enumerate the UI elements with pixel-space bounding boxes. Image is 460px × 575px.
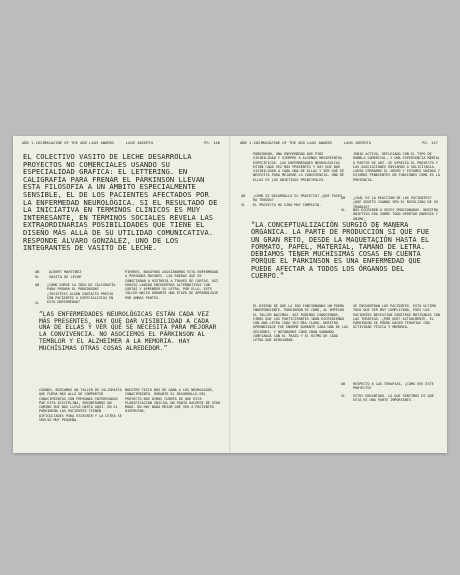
question-text: RESPECTO A LAS TERAPIAS, ¿CÓMO VES ESTE PROYECTO? [353,382,434,391]
answer-2 [241,203,345,211]
answer-4 [341,394,441,450]
credit-value: VASITO DE LECHE [49,274,82,279]
page-number: PG. 147 [422,141,438,145]
credit-row [35,275,125,280]
question-1 [35,283,119,303]
answer-tag: VL [241,203,246,207]
left-page [13,136,229,453]
pull-quote-right: “LA CONCEPTUALIZACIÓN SURGIÓ DE MANERA ORGÁNICA. LA PARTE DE PRODUCCIÓN SÍ QUE FUE UN GRAN RETO, DESDE LA MAQUETACIÓN HASTA EL FORMATO, PAPEL, MATERIAL, TAMAÑO DE LETRA. DEBÍAMOS TENER MUCHÍSIMAS COSAS EN CUENTA PORQUE EL PÁRKINSON ES UNA ENFERMEDAD QUE PUEDE AFECTAR A TODOS LOS ÓRGANOS DEL CUERPO.” [251,221,430,281]
right-column-2-bottom: SE ENCUENTRAN LOS PACIENTES. ESTO ÚLTIMO TUVO QUE SER MUY COMPLICADO, PUES LOS PACIENTES NECESITAN SENTIRSE MOTIVADOS CON LAS TERAPIAS. ¿POR QUÉ? ACTUALMENTE, EL PÁRKINSON SE PUEDE HACER TERAPIAS CON ACTIVIDAD FÍSICA Y MEMORIA. [353,304,440,330]
credit-key: AB [35,270,40,274]
answer-text: EL PROYECTO HA SIDO MUY COMPLEJO. [253,203,322,207]
left-column-2-bottom: NUESTRO TEXTO NOS DE GANA A LOS NEURÓLOGOS, CONOCIMIENTO. DURANTE EL DESARROLLO DEL PROYECTO NOS DIMOS CUENTA DE QUE ESTA PLANIFICACIÓN INICIAL NO PODÍA HACERSE DE OTRO MODO. NO HAY NADA MEJOR QUE VER A PACIENTES DISFRUTAR. [125,388,221,414]
left-column-2-top: PIERRES, NOSOTROS ASOCIÁBAMOS ESTA ENFERMEDAD A PERSONAS MAYORES. LAS RUEDAS QUE SE CONECTABAN A HISTORIA A TRAVÉS DE CARTAS. ASÍ SURGIÓ LANZAR ENCUENTROS ALTERNATIVOS CON CARTAS Y APRENDER SU LETRA. POR ELLO, ESTE TALLER NACIÓ DURANTE UNA ETAPA DE APRENDIZAJE POR AMBAS PARTES. [125,270,219,300]
credit-value: ALBERT MARTINEZ [49,270,82,274]
question-tag: AB [341,196,346,200]
right-page [231,136,447,453]
question-tag: AB [241,194,246,198]
question-4 [341,382,441,394]
question-text: ¿CÓMO SE DESARROLLÓ EL PROYECTO? ¿QUÉ FASES HA TENIDO? [253,194,342,203]
right-column-1-top: PÁRKINSON, UNA ENFERMEDAD QUE PIDE VISIBILIDAD Y SIEMPRE A ALGUNOS MOVIMIENTOS ESPECÍFICOS. LAS ENFERMEDADES NEUROLÓGICAS ESTÁN CADA VEZ MÁS PRESENTES Y HAY QUE DAR VISIBILIDAD A CADA UNA DE ELLAS Y VER QUÉ SE NECESITA PARA MEJORAR LA CONVIVENCIA. UNO DE ELLOS ES LOS OBJETIVOS PRINCIPALES. [253,152,345,182]
question-text: ¿CUÁL ES LA REACCIÓN DE LOS PACIENTES? ¿QUÉ SENTÍS CUANDO VEN EL RESULTADO DE SU TRABAJO? [353,196,438,209]
issue-label: AÑO 1.2021 [22,141,45,145]
pull-quote-left: “LAS ENFERMEDADES NEUROLÓGICAS ESTÁN CADA VEZ MÁS PRESENTES, HAY QUE DAR VISIBILIDAD A CADA UNA DE ELLAS Y VER QUÉ SE NECESITA PARA MEJORAR LA CONVIVENCIA. NO ASOCIEMOS EL PÁRKINSON AL TEMBLOR Y EL ALZHEIMER A LA MEMORIA. HAY MUCHÍSIMAS OTRAS COSAS ALREDEDOR.” [39,311,217,352]
answer-tag: VL [341,208,346,212]
answer-tag: VL [341,394,346,398]
running-header [240,141,438,149]
issue-label: AÑO 1.2021 [240,141,263,145]
interview-credits [35,270,125,279]
section-label: LAUS ABIERTA [344,141,372,145]
credit-key: VL [35,274,40,279]
answer-text: ESTOY ENCANTADO. LO QUE SENTIMOS ES QUE ESTA ES UNA PARTE IMPORTANTE. [353,394,434,403]
magazine-title: MAGAZINE OF THE ADG LAUS AWARDS [44,141,115,145]
magazine-title: MAGAZINE OF THE ADG LAUS AWARDS [262,141,333,145]
question-text: ¿CÓMO SURGE LA IDEA DE CALIGRAFÍA PARA FRENAR EL PÁRKINSON? ¿TUVISTEIS ALGÚN CONTACTO PREVIO CON PACIENTES O ESPECIALISTAS EN ESTA ENFERMEDAD? [47,283,116,304]
running-header [22,141,220,149]
right-column-1-bottom: EL DISEÑO DE QUE LA IDO FUNCIONANDO UN POEMA INDEPENDIENTE. PÁRKINSON ES COMO, AL EMPEZAR EL TALLER NACIMOS. ASÍ PUDIMOS CONOCERNOS, VIMOS QUE LOS PARTICIPANTES IBAN ESCRIBIENDO CON UNA LETRA CADA VEZ MÁS CLARA. NUESTRO APRENDIZAJE FUE ENORME DURANTE CADA UNA DE LAS SESIONES, Y NOTÁBAMOS CÓMO IBAN GANANDO CONFIANZA CON EL TRAZO Y EL RITMO DE CADA LETRA QUE DIBUJABAN. [253,304,349,342]
lead-paragraph: EL COLECTIVO VASITO DE LECHE DESARROLLA PROYECTOS NO COMERCIALES USANDO SU ESPECIALIDAD GRÁFICA: EL LETTERING. EN CALIGRAFÍA PARA FRENAR EL PÁRKINSON LLEVAN ESTA FILOSOFÍA A UN ÁMBITO ESPECIALMENTE SENSIBLE, EL DE LOS PACIENTES AFECTADOS POR LA ENFERMEDAD NEUROLÓGICA. SI EL RESULTADO DE LA INICIATIVA EN TÉRMINOS CLÍNICOS ES MUY INTERESANTE, EN TÉRMINOS SOCIALES REVELA LAS EXTRAORDINARIAS POSIBILIDADES QUE TIENE EL DISEÑO MÁS ALLÁ DE SU UTILIDAD COMUNICATIVA. RESPONDE ÁLVARO GONZÁLEZ, UNO DE LOS INTEGRANTES DE VASITO DE LECHE. [23,152,218,253]
magazine-spread [13,136,447,453]
question-tag: AB [35,283,40,287]
page-number: PG. 146 [204,141,220,145]
answer-tag: VL [35,301,40,305]
answer-1 [35,301,119,311]
question-tag: AB [341,382,346,386]
left-column-1-bottom: CUANDO, BUSCAMOS UN TALLER DE CALIGRAFÍA QUE FUERA MÁS ALLÁ DE COMPARTIR CONOCIMIENTOS CON PERSONAS INTERESADAS POR ESTA DISCIPLINA, ENCONTRAMOS UN CAMINO QUE NOS LLEVÓ HASTA AQUÍ. EN EL PÁRKINSON LOS PACIENTES TIENEN DIFICULTADES PARA ESCRIBIR Y LA LETRA SE VUELVE MUY PEQUEÑA. [39,388,122,422]
section-label: LAUS ABIERTA [126,141,154,145]
right-column-2-top: JUNIO ACTIVA, REFLEJADO CON EL TIPO DE RAMBLA COMERCIAL, Y UNA EXPERIENCIA MENTAL A PARTIR DE AHÍ. SE OFRECÍA EL PROYECTO Y LOS ASOCIACIONES ENVIAMOS A SOLICITARLA. LUEGO CERRAMOS EL GRUPO Y ESTAMOS UNIDOS Y ESTAMOS PENDIENTES EN FUNCIONES COMO ES LA PRESENCIA. [353,152,440,182]
answer-text: NOS ESCRIBEN A VECES EMOCIONADOS. NUESTRO OBJETIVO ERA SOBRE TODO APORTAR ENERGÍA Y ÁNIMO. [353,208,438,221]
